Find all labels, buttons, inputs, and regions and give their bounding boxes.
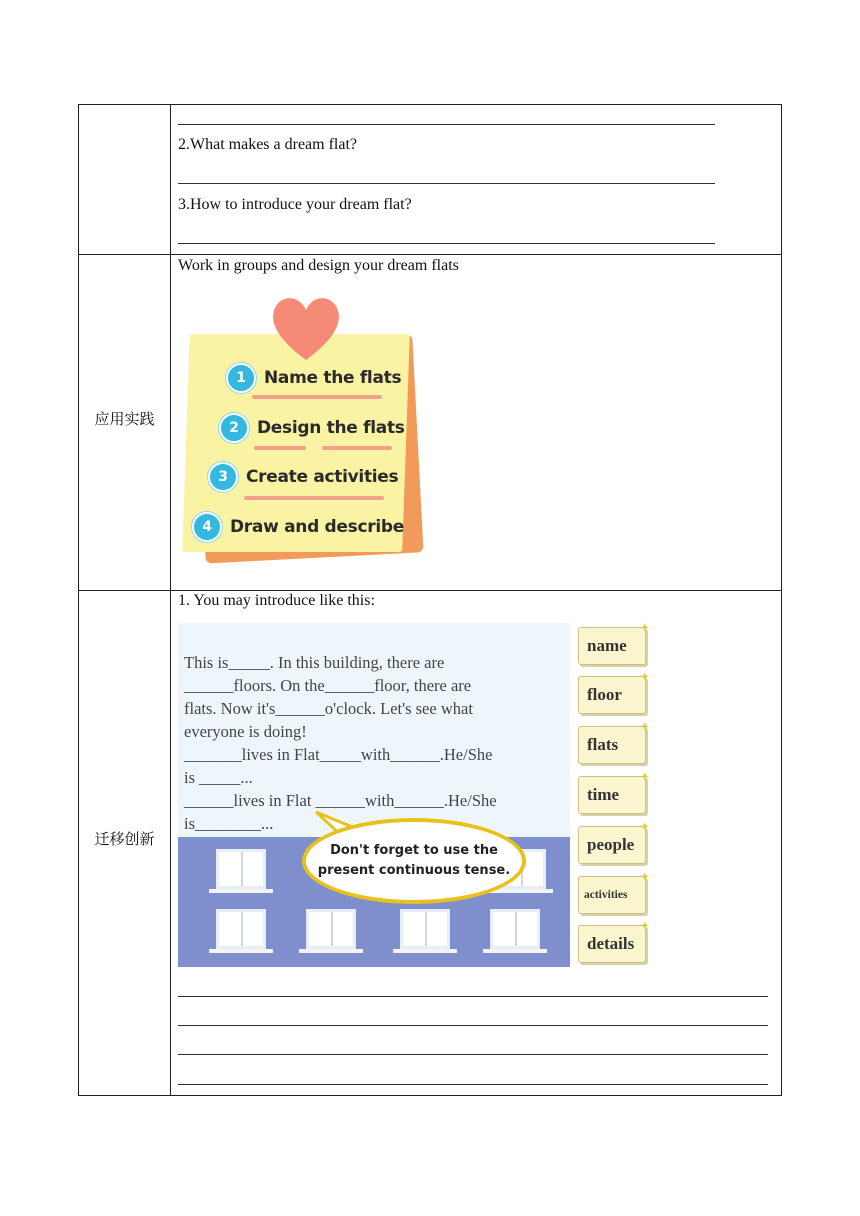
step-number-icon: 3 bbox=[208, 462, 238, 492]
word-card-label: activities bbox=[584, 889, 628, 901]
window-sill bbox=[209, 949, 273, 953]
tip-bubble bbox=[302, 818, 526, 904]
template-panel bbox=[178, 623, 570, 967]
step-3 bbox=[208, 462, 398, 492]
group-instruction: Work in groups and design your dream flats bbox=[178, 257, 459, 274]
decor-stroke bbox=[244, 496, 384, 500]
row-label-practice: 应用实践 bbox=[94, 410, 155, 428]
decor-stroke bbox=[254, 446, 306, 450]
step-1 bbox=[226, 363, 401, 393]
word-card-flats bbox=[578, 722, 649, 764]
question-3: 3.How to introduce your dream flat? bbox=[178, 196, 412, 213]
sparkle-icon: ✦ bbox=[640, 772, 649, 783]
sparkle-icon: ✦ bbox=[640, 822, 649, 833]
template-line: ______floors. On the______floor, there are bbox=[184, 676, 472, 695]
tip-line: Don't forget to use the bbox=[330, 843, 498, 858]
step-4 bbox=[192, 512, 404, 542]
word-card-label: time bbox=[587, 785, 620, 804]
intro-instruction: 1. You may introduce like this: bbox=[178, 592, 375, 609]
template-line: is _____... bbox=[184, 768, 253, 787]
template-line: everyone is doing! bbox=[184, 722, 307, 741]
template-line: is________... bbox=[184, 814, 274, 833]
window-sill bbox=[209, 889, 273, 893]
step-number-icon: 2 bbox=[219, 413, 249, 443]
word-card-label: people bbox=[587, 835, 635, 854]
step-label: Draw and describe bbox=[230, 517, 404, 537]
step-number-icon: 4 bbox=[192, 512, 222, 542]
window-sill bbox=[299, 949, 363, 953]
step-number-icon: 1 bbox=[226, 363, 256, 393]
word-card-floor bbox=[578, 672, 649, 714]
question-2: 2.What makes a dream flat? bbox=[178, 136, 358, 153]
row-label-creation: 迁移创新 bbox=[94, 830, 155, 848]
word-card-name bbox=[578, 623, 649, 665]
template-line: ______lives in Flat ______with______.He/She bbox=[184, 791, 497, 810]
heart-icon bbox=[266, 288, 346, 368]
window-icon bbox=[216, 909, 266, 949]
step-label: Design the flats bbox=[257, 418, 405, 438]
template-line: flats. Now it's______o'clock. Let's see what bbox=[184, 699, 473, 718]
template-text bbox=[184, 651, 564, 835]
word-card-time bbox=[578, 772, 649, 814]
answer-line bbox=[178, 1025, 768, 1026]
decor-stroke bbox=[252, 395, 382, 399]
sparkle-icon: ✦ bbox=[640, 872, 649, 883]
tip-line: present continuous tense. bbox=[317, 863, 511, 878]
answer-line bbox=[178, 1054, 768, 1055]
word-card-details bbox=[578, 921, 649, 963]
window-icon bbox=[216, 849, 266, 889]
window-sill bbox=[483, 949, 547, 953]
answer-line bbox=[178, 243, 715, 244]
sparkle-icon: ✦ bbox=[640, 722, 649, 733]
window-icon bbox=[490, 909, 540, 949]
answer-line bbox=[178, 124, 715, 125]
step-2 bbox=[219, 413, 405, 443]
word-card-label: name bbox=[587, 636, 627, 655]
step-label: Name the flats bbox=[264, 368, 402, 388]
template-line: _______lives in Flat_____with______.He/She bbox=[184, 745, 493, 764]
word-card-label: flats bbox=[587, 735, 619, 754]
step-label: Create activities bbox=[246, 467, 399, 487]
word-card-activities bbox=[578, 872, 649, 914]
sparkle-icon: ✦ bbox=[640, 672, 649, 683]
word-card-people bbox=[578, 822, 649, 864]
sparkle-icon: ✦ bbox=[640, 623, 649, 634]
answer-line bbox=[178, 996, 768, 997]
answer-line bbox=[178, 183, 715, 184]
template-line: This is_____. In this building, there are bbox=[184, 653, 445, 672]
window-icon bbox=[400, 909, 450, 949]
answer-line bbox=[178, 1084, 768, 1085]
row-divider bbox=[79, 254, 781, 255]
window-icon bbox=[306, 909, 356, 949]
row-divider bbox=[79, 590, 781, 591]
window-sill bbox=[489, 889, 553, 893]
word-card-label: details bbox=[587, 934, 635, 953]
decor-stroke bbox=[322, 446, 392, 450]
window-sill bbox=[393, 949, 457, 953]
sparkle-icon: ✦ bbox=[640, 921, 649, 932]
word-card-label: floor bbox=[587, 685, 622, 704]
